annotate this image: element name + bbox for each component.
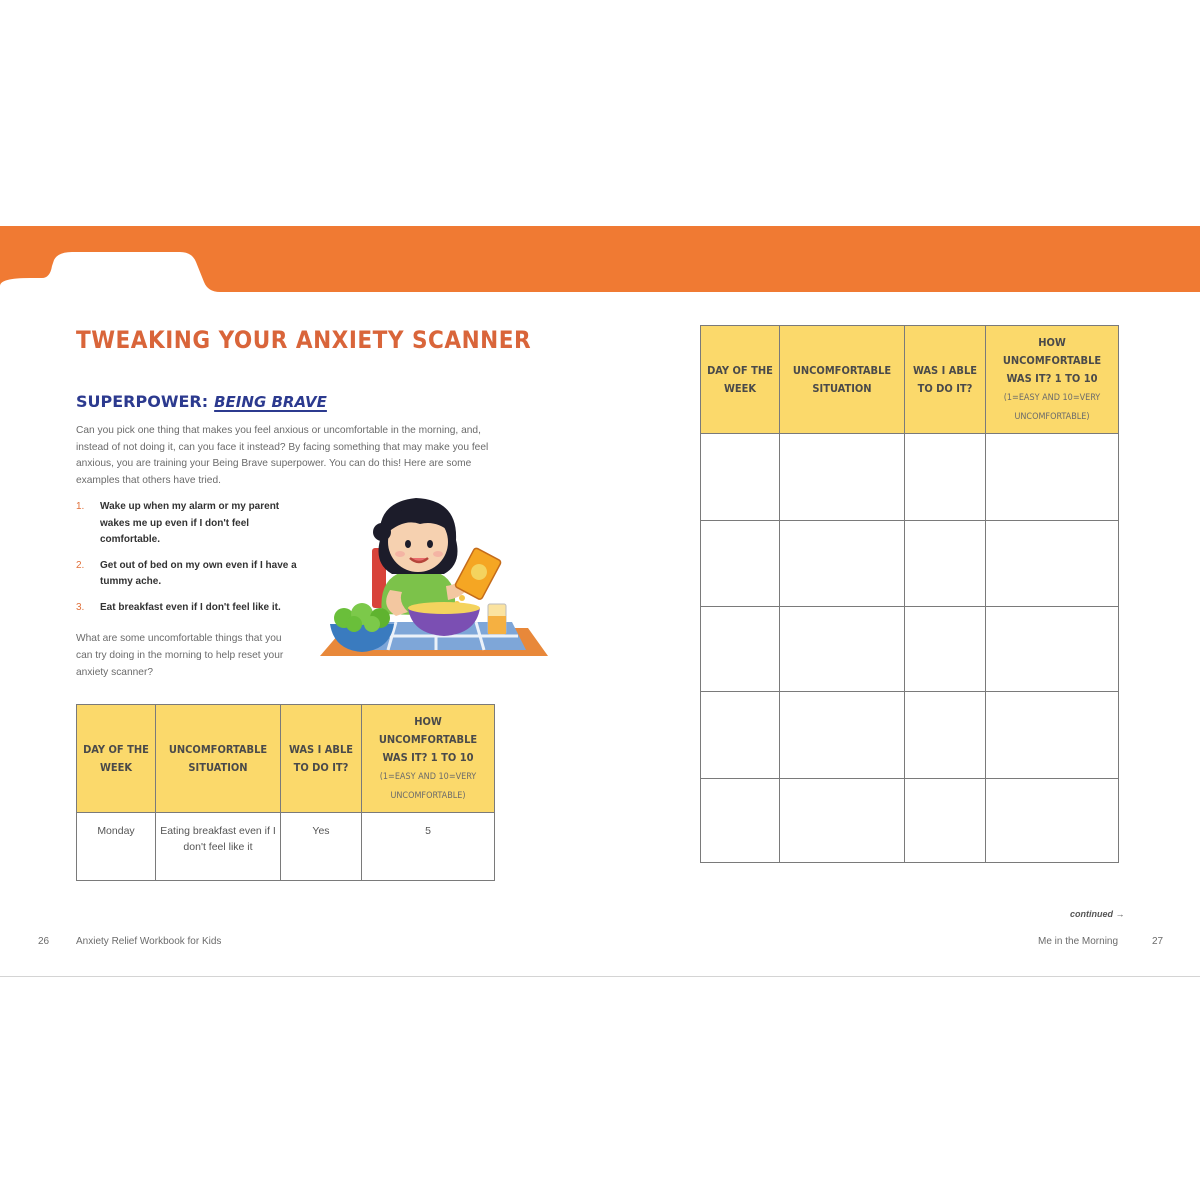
book-spread bbox=[0, 226, 1200, 977]
table-row bbox=[701, 521, 1119, 607]
example-log-table bbox=[76, 704, 495, 881]
cell-situation: Eating breakfast even if I don't feel like it bbox=[156, 813, 281, 881]
table-row bbox=[77, 813, 495, 881]
table-row bbox=[701, 607, 1119, 692]
blank-cell[interactable] bbox=[701, 434, 780, 521]
table-row bbox=[701, 434, 1119, 521]
blank-cell[interactable] bbox=[905, 779, 986, 863]
cell-able: Yes bbox=[281, 813, 362, 881]
blank-cell[interactable] bbox=[905, 434, 986, 521]
blank-cell[interactable] bbox=[905, 692, 986, 779]
blank-cell[interactable] bbox=[986, 692, 1119, 779]
list-item bbox=[76, 600, 306, 617]
blank-cell[interactable] bbox=[986, 607, 1119, 692]
header-situation: UNCOMFORTABLE SITUATION bbox=[780, 326, 905, 434]
header-able: WAS I ABLE TO DO IT? bbox=[905, 326, 986, 434]
header-how bbox=[362, 705, 495, 813]
blank-cell[interactable] bbox=[905, 607, 986, 692]
footer-page-number-left: 26 bbox=[38, 936, 50, 947]
reflection-question: What are some uncomfortable things that you can try doing in the morning to help reset your anxiety scanner? bbox=[76, 633, 284, 678]
footer-chapter-title: Me in the Morning bbox=[1038, 936, 1119, 947]
header-able: WAS I ABLE TO DO IT? bbox=[281, 705, 362, 813]
list-text: Get out of bed on my own even if I have a tummy ache. bbox=[100, 559, 297, 587]
superpower-name: BEING BRAVE bbox=[214, 393, 327, 411]
blank-cell[interactable] bbox=[780, 692, 905, 779]
header-how-main: HOW UNCOMFORTABLE WAS IT? 1 TO 10 bbox=[378, 714, 478, 764]
table-header-row bbox=[77, 705, 495, 813]
blank-cell[interactable] bbox=[701, 607, 780, 692]
blank-cell[interactable] bbox=[780, 607, 905, 692]
blank-log-table bbox=[700, 325, 1119, 863]
header-how-sub: (1=EASY AND 10=VERY UNCOMFORTABLE) bbox=[379, 771, 477, 801]
header-situation: UNCOMFORTABLE SITUATION bbox=[156, 705, 281, 813]
table-header-row bbox=[701, 326, 1119, 434]
header-how-sub: (1=EASY AND 10=VERY UNCOMFORTABLE) bbox=[1003, 392, 1101, 422]
list-item bbox=[76, 558, 306, 591]
blank-cell[interactable] bbox=[780, 434, 905, 521]
page-title: TWEAKING YOUR ANXIETY SCANNER bbox=[76, 326, 532, 354]
header-day: DAY OF THE WEEK bbox=[701, 326, 780, 434]
header-how-main: HOW UNCOMFORTABLE WAS IT? 1 TO 10 bbox=[1002, 335, 1102, 385]
superpower-label: SUPERPOWER: bbox=[76, 392, 209, 411]
chapter-band bbox=[0, 226, 1200, 292]
blank-cell[interactable] bbox=[780, 521, 905, 607]
cell-rating: 5 bbox=[362, 813, 495, 881]
blank-cell[interactable] bbox=[701, 779, 780, 863]
list-number: 2. bbox=[76, 559, 85, 571]
blank-cell[interactable] bbox=[986, 779, 1119, 863]
continued-label: continued → bbox=[1070, 909, 1125, 919]
chapter-tab-shape bbox=[0, 226, 1200, 292]
blank-cell[interactable] bbox=[986, 434, 1119, 521]
list-item bbox=[76, 499, 306, 549]
table-row bbox=[701, 692, 1119, 779]
header-day: DAY OF THE WEEK bbox=[77, 705, 156, 813]
blank-cell[interactable] bbox=[780, 779, 905, 863]
list-number: 1. bbox=[76, 501, 85, 512]
blank-cell[interactable] bbox=[701, 692, 780, 779]
list-text: Eat breakfast even if I don't feel like it. bbox=[100, 601, 281, 613]
girl-eating-breakfast-illustration bbox=[316, 494, 552, 660]
footer-book-title: Anxiety Relief Workbook for Kids bbox=[76, 936, 222, 947]
example-list bbox=[76, 499, 306, 625]
blank-cell[interactable] bbox=[701, 521, 780, 607]
list-text: Wake up when my alarm or my parent wakes me up even if I don't feel comfortable. bbox=[100, 501, 280, 545]
blank-cell[interactable] bbox=[986, 521, 1119, 607]
cell-day: Monday bbox=[77, 813, 156, 881]
table-row bbox=[701, 779, 1119, 863]
superpower-heading bbox=[76, 392, 327, 411]
footer-page-number-right: 27 bbox=[1152, 936, 1164, 947]
header-how bbox=[986, 326, 1119, 434]
list-number: 3. bbox=[76, 601, 85, 613]
blank-cell[interactable] bbox=[905, 521, 986, 607]
intro-paragraph: Can you pick one thing that makes you feel anxious or uncomfortable in the morning, and, instead of not doing it, can you face it instead? By facing something that may make you feel anxious, you are training your Being Brave superpower. You can do this! Here are some examples that others have tried. bbox=[76, 425, 489, 486]
